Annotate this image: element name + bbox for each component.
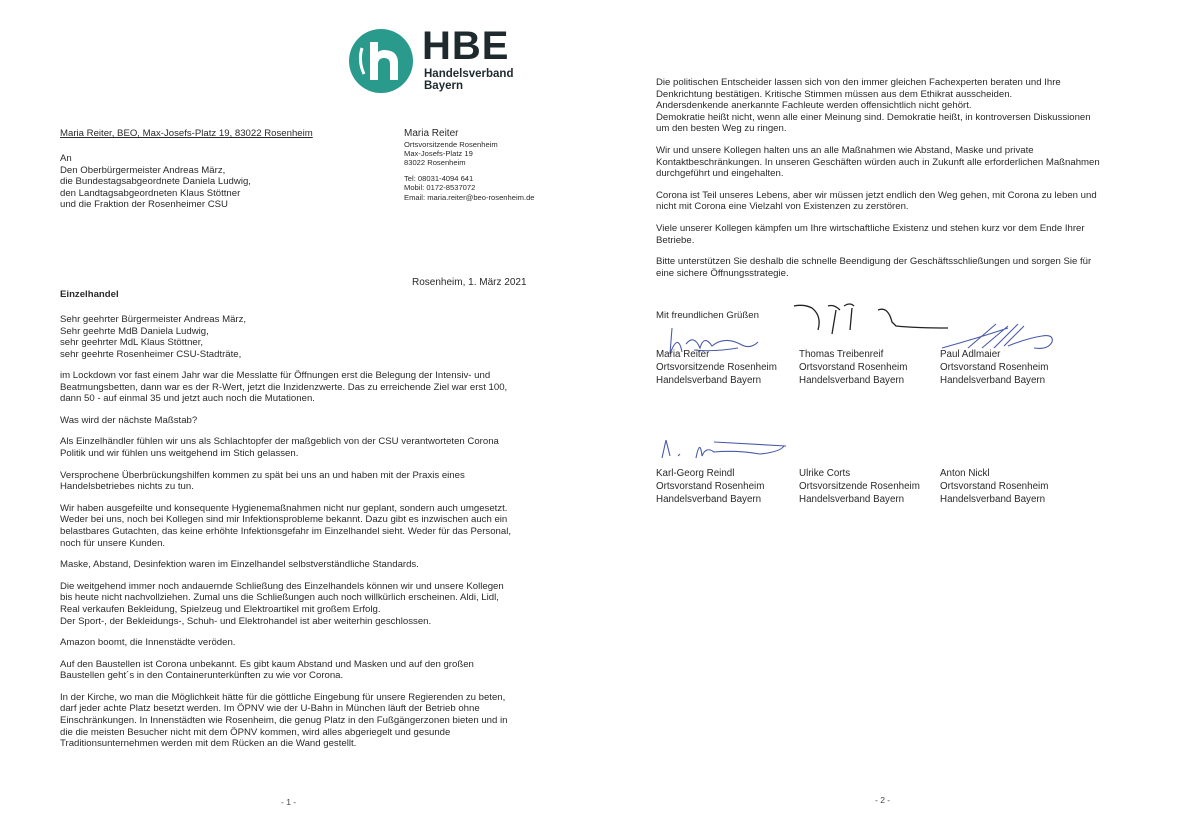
text-line: Was wird der nächste Maßstab? [60, 414, 198, 426]
signatory-role: Ortsvorsitzende Rosenheim [656, 362, 777, 373]
signatory-role: Ortsvorstand Rosenheim [799, 362, 908, 373]
text-line: Viele unserer Kollegen kämpfen um Ihre wirtschaftliche Existenz und stehen kurz vor dem Ende Ihrer [656, 222, 1085, 234]
subject: Einzelhandel [60, 289, 119, 300]
signature-thomas-treibenreif-icon [792, 302, 952, 342]
contact-tel: Tel: 08031-4094 641 [404, 173, 474, 183]
paragraph [60, 415, 540, 427]
text-line: Wir haben ausgefeilte und konsequente Hygienemaßnahmen nicht nur geplant, sondern auch umgesetzt. [60, 502, 508, 514]
hbe-logo [348, 24, 548, 98]
text-line: um den besten Weg zu ringen. [656, 123, 787, 135]
text-line: Beatmungsbetten, dann war es der R-Wert, jetzt die Inzidenzwerte. Das zu erreichende Ziel war erst 100, [60, 381, 508, 393]
hbe-logo-mark-icon [348, 28, 414, 94]
signatory-org: Handelsverband Bayern [799, 375, 905, 386]
logo-line1: Handelsverband [424, 68, 514, 80]
text-line: Corona ist Teil unseres Lebens, aber wir müssen jetzt endlich den Weg gehen, mit Corona zu leben und [656, 189, 1097, 201]
paragraph [60, 370, 540, 405]
contact-city: 83022 Rosenheim [404, 158, 466, 168]
signatory-org: Handelsverband Bayern [799, 494, 905, 505]
text-line: eine sichere Öffnungsstrategie. [656, 267, 789, 279]
text-line: Denkrichtung bestätigen. Kritische Stimmen müssen aus dem Ethikrat ausscheiden. [656, 88, 1013, 100]
contact-mobil: Mobil: 0172-8537072 [404, 183, 476, 193]
text-line: Der Sport-, der Bekleidungs-, Schuh- und Elektrohandel ist aber weiterhin geschlossen. [60, 615, 432, 627]
paragraph [60, 503, 540, 549]
paragraph [60, 692, 540, 750]
text-line: Kontaktbeschränkungen. In unseren Geschäften würden auch in Zukunft alle erforderlichen Maßnahmen [656, 156, 1100, 168]
paragraph [60, 470, 540, 493]
salutation-line: Sehr geehrter Bürgermeister Andreas März, [60, 314, 247, 325]
logo-abbr: HBE [422, 24, 510, 68]
signatory-maria-reiter [656, 348, 777, 387]
text-line: Auf den Baustellen ist Corona unbekannt. Es gibt kaum Abstand und Masken und auf den großen [60, 658, 474, 670]
text-line: Baustellen geht´s in den Containerunterkünften zu wie vor Corona. [60, 670, 344, 682]
signatory-thomas-treibenreif [799, 348, 907, 387]
text-line: dann 50 - auf einmal 35 und jetzt auch noch die Mutationen. [60, 393, 315, 405]
signatory-role: Ortsvorstand Rosenheim [656, 481, 765, 492]
signatory-ulrike-corts [799, 467, 920, 506]
page2-body [656, 77, 1156, 279]
signatory-paul-adlmaier [940, 348, 1048, 387]
signatory-org: Handelsverband Bayern [940, 375, 1046, 386]
recipient-line: den Landtagsabgeordneten Klaus Stöttner [60, 187, 241, 199]
contact-title: Ortsvorsitzende Rosenheim [404, 139, 498, 149]
text-line: darf jeder achte Platz besetzt werden. Im ÖPNV wie der U-Bahn in München läuft der Betrieb ohne [60, 703, 480, 715]
salutation [60, 314, 246, 360]
text-line: Einschränkungen. In Innenstädten wie Rosenheim, die genug Platz in den Fußgängerzonen bieten und in [60, 715, 508, 727]
closing: Mit freundlichen Grüßen [656, 310, 759, 321]
text-line: Amazon boomt, die Innenstädte veröden. [60, 637, 236, 649]
page1-body [60, 370, 540, 750]
sender-line: Maria Reiter, BEO, Max-Josefs-Platz 19, 83022 Rosenheim [60, 128, 313, 139]
signatory-name: Anton Nickl [940, 468, 990, 479]
page-2 [596, 0, 1191, 837]
contact-street: Max-Josefs-Platz 19 [404, 149, 473, 158]
salutation-line: Sehr geehrte MdB Daniela Ludwig, [60, 325, 209, 337]
text-line: In der Kirche, wo man die Möglichkeit hätte für die göttliche Eingebung für unsere Regierenden zu beten, [60, 691, 506, 703]
contact-name: Maria Reiter [404, 128, 459, 139]
text-line: durchgeführt und eingehalten. [656, 168, 784, 180]
paragraph [656, 145, 1156, 180]
signatory-org: Handelsverband Bayern [940, 494, 1046, 505]
signatory-name: Ulrike Corts [799, 468, 851, 479]
text-line: Maske, Abstand, Desinfektion waren im Einzelhandel selbstverständliche Standards. [60, 559, 419, 571]
signatory-role: Ortsvorstand Rosenheim [940, 481, 1049, 492]
recipient-block [60, 153, 251, 211]
signatory-karl-georg-reindl [656, 467, 764, 506]
recipient-line: die Bundestagsabgeordnete Daniela Ludwig, [60, 176, 251, 188]
text-line: nicht mit Corona eine Vielzahl von Existenzen zu zerstören. [656, 201, 909, 213]
text-line: im Lockdown vor fast einem Jahr war die Messlatte für Öffnungen erst die Belegung der Intensiv- und [60, 370, 491, 381]
signatory-org: Handelsverband Bayern [656, 375, 762, 386]
paragraph [656, 190, 1156, 213]
text-line: Die politischen Entscheider lassen sich von den immer gleichen Fachexperten beraten und Ihre [656, 77, 1061, 88]
logo-line2: Bayern [424, 80, 463, 92]
text-line: bis heute nicht nachvollziehen. Zumal uns die Schließungen auch noch willkürlich erscheinen. Aldi, Lidl, [60, 592, 499, 604]
signatory-name: Karl-Georg Reindl [656, 468, 735, 479]
salutation-line: sehr geehrte Rosenheimer CSU-Stadträte, [60, 348, 242, 360]
letter-date: Rosenheim, 1. März 2021 [412, 277, 527, 288]
paragraph [60, 436, 540, 459]
contact-email: Email: maria.reiter@beo-rosenheim.de [404, 192, 535, 202]
signatory-anton-nickl [940, 467, 1048, 506]
paragraph [656, 223, 1156, 246]
recipient-line: Den Oberbürgermeister Andreas März, [60, 164, 226, 176]
text-line: Demokratie heißt nicht, wenn alle einer Meinung sind. Demokratie heißt, in kontroversen Diskussionen [656, 111, 1091, 123]
text-line: Politik und wir fühlen uns weitgehend im Stich gelassen. [60, 447, 299, 459]
text-line: Handelsbetriebes nichts zu tun. [60, 481, 194, 493]
text-line: Andersdenkende anerkannte Fachleute werden offensichtlich nicht gehört. [656, 100, 972, 112]
text-line: die die meisten Besucher nicht mit dem ÖPNV kommen, wird alles abgeriegelt und gesunde [60, 726, 451, 738]
text-line: Bitte unterstützen Sie deshalb die schnelle Beendigung der Geschäftsschließungen und sorgen Sie für [656, 256, 1092, 268]
page-number: - 1 - [281, 797, 297, 807]
signature-karl-georg-reindl-icon [656, 434, 796, 464]
paragraph [656, 256, 1156, 279]
paragraph [60, 581, 540, 627]
text-line: Traditionsunternehmen werden mit dem Rücken an die Wand gestellt. [60, 738, 357, 750]
signatory-name: Maria Reiter [656, 349, 710, 360]
signatory-role: Ortsvorstand Rosenheim [940, 362, 1049, 373]
text-line: Real verkaufen Bekleidung, Spielzeug und Elektroartikel mit großem Erfolg. [60, 603, 381, 615]
paragraph [60, 637, 540, 649]
text-line: Betriebe. [656, 234, 695, 246]
text-line: belastbares Gutachten, das keine erhöhte Infektionsgefahr im Einzelhandel sieht. Weder für das Personal, [60, 525, 511, 537]
text-line: Wir und unsere Kollegen halten uns an alle Maßnahmen wie Abstand, Maske und private [656, 144, 1034, 156]
paragraph [60, 559, 540, 571]
signatory-role: Ortsvorsitzende Rosenheim [799, 481, 920, 492]
recipient-line: und die Fraktion der Rosenheimer CSU [60, 199, 228, 211]
contact-block [404, 128, 535, 202]
text-line: Als Einzelhändler fühlen wir uns als Schlachtopfer der maßgeblich von der CSU verantworteten Corona [60, 436, 499, 448]
recipient-line: An [60, 153, 72, 164]
salutation-line: sehr geehrter MdL Klaus Stöttner, [60, 337, 204, 349]
signatory-name: Paul Adlmaier [940, 349, 1001, 360]
text-line: noch für unsere Kunden. [60, 537, 166, 549]
signatory-name: Thomas Treibenreif [799, 349, 884, 360]
text-line: Weder bei uns, noch bei Kollegen sind mir Infektionsprobleme bekannt. Dazu gibt es inzwischen auch ein [60, 514, 508, 526]
text-line: Die weitgehend immer noch andauernde Schließung des Einzelhandels können wir und unsere Kollegen [60, 580, 504, 592]
text-line: Versprochene Überbrückungshilfen kommen zu spät bei uns an und haben mit der Praxis eines [60, 469, 465, 481]
page-number: - 2 - [875, 795, 891, 805]
paragraph [60, 659, 540, 682]
paragraph [656, 77, 1156, 135]
signatory-org: Handelsverband Bayern [656, 494, 762, 505]
